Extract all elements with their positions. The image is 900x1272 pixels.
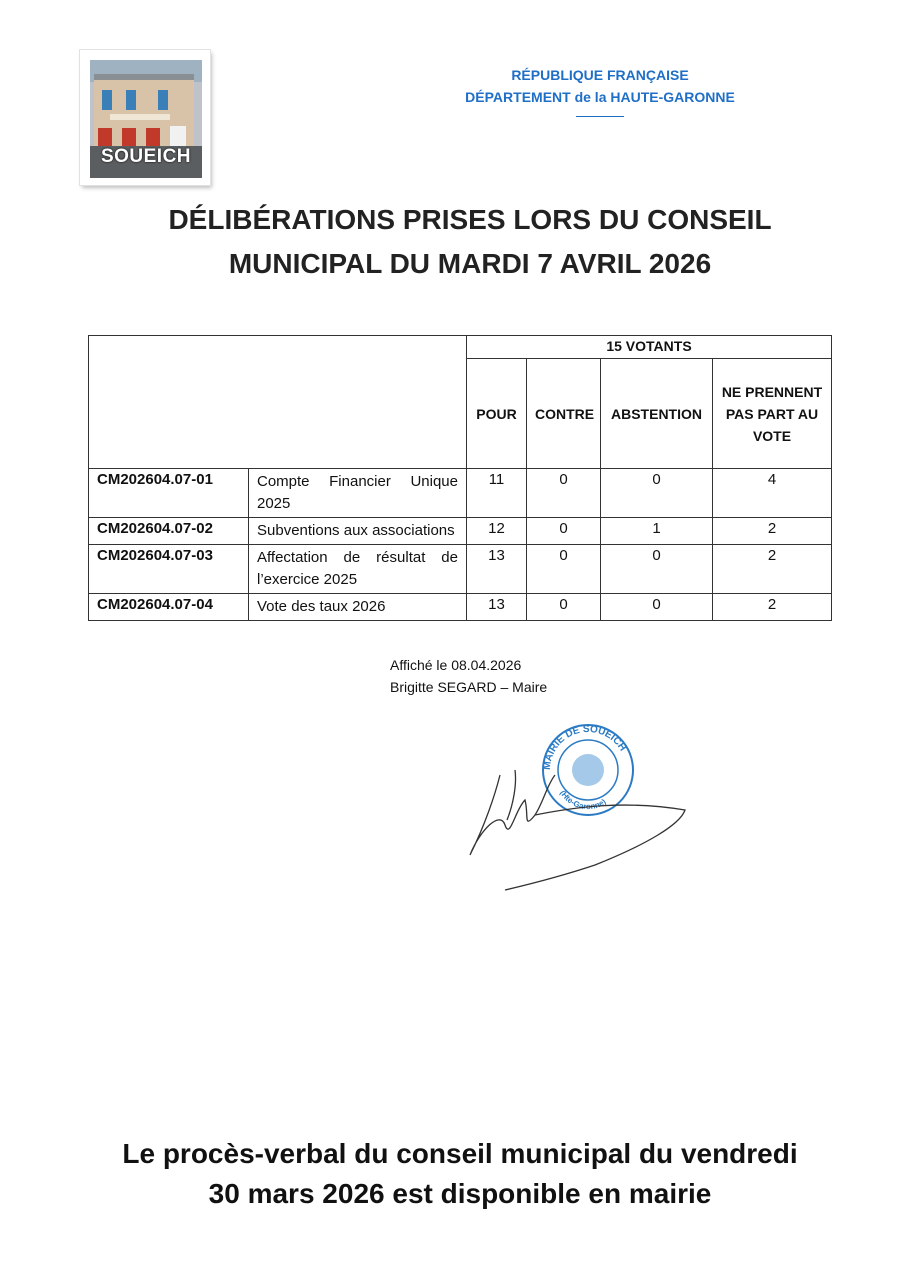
- table-row: [89, 469, 832, 518]
- votes-table: [88, 335, 832, 621]
- signature-stamp: [455, 715, 695, 895]
- notice-line-2: 30 mars 2026 est disponible en mairie: [208, 1178, 712, 1209]
- affichage-date: Affiché le 08.04.2026: [390, 657, 522, 673]
- proces-verbal-notice: [60, 1134, 860, 1214]
- table-row: [89, 518, 832, 545]
- row-abstention: 0: [601, 545, 713, 594]
- row-pour: 13: [467, 545, 527, 594]
- row-contre: 0: [527, 545, 601, 594]
- page-title: [120, 198, 820, 286]
- table-header-blank: [89, 336, 467, 469]
- row-label: Vote des taux 2026: [249, 594, 467, 621]
- row-abstention: 0: [601, 469, 713, 518]
- row-pour: 13: [467, 594, 527, 621]
- table-row: [89, 545, 832, 594]
- row-code: CM202604.07-01: [89, 469, 249, 518]
- row-pour: 11: [467, 469, 527, 518]
- notice-line-1: Le procès-verbal du conseil municipal du vendredi: [122, 1138, 798, 1169]
- votants-header: 15 VOTANTS: [467, 336, 832, 359]
- col-header-pour: POUR: [467, 359, 527, 469]
- col-header-contre: CONTRE: [527, 359, 601, 469]
- title-line-2: MUNICIPAL DU MARDI 7 AVRIL 2026: [228, 248, 712, 279]
- header-republique: [430, 64, 770, 117]
- row-label: Subventions aux associations: [249, 518, 467, 545]
- row-contre: 0: [527, 594, 601, 621]
- row-label: Affectation de résultat de l’exercice 2025: [249, 545, 467, 594]
- col-header-npv: NE PRENNENT PAS PART AU VOTE: [713, 359, 832, 469]
- logo-caption: SOUEICH: [100, 146, 192, 167]
- signer-name: Brigitte SEGARD – Maire: [390, 679, 548, 695]
- row-npv: 2: [713, 518, 832, 545]
- table-header-row-1: [89, 336, 832, 359]
- row-abstention: 0: [601, 594, 713, 621]
- affichage-block: [390, 654, 547, 698]
- row-code: CM202604.07-03: [89, 545, 249, 594]
- stamp-top-text: MAIRIE DE SOUEICH: [541, 723, 629, 771]
- row-npv: 2: [713, 594, 832, 621]
- row-label: Compte Financier Unique 2025: [249, 469, 467, 518]
- row-code: CM202604.07-04: [89, 594, 249, 621]
- official-stamp: [542, 724, 633, 815]
- table-row: [89, 594, 832, 621]
- row-abstention: 1: [601, 518, 713, 545]
- row-contre: 0: [527, 518, 601, 545]
- title-line-1: DÉLIBÉRATIONS PRISES LORS DU CONSEIL: [168, 204, 772, 235]
- col-header-abstention: ABSTENTION: [601, 359, 713, 469]
- row-pour: 12: [467, 518, 527, 545]
- logo-photo: [80, 50, 210, 185]
- row-npv: 4: [713, 469, 832, 518]
- stamp-bottom-text: (Hte-Garonne): [558, 788, 608, 812]
- row-npv: 2: [713, 545, 832, 594]
- header-divider: [576, 116, 624, 117]
- row-contre: 0: [527, 469, 601, 518]
- republique-label: RÉPUBLIQUE FRANÇAISE: [511, 67, 689, 83]
- handwritten-signature: [470, 770, 685, 890]
- departement-label: DÉPARTEMENT de la HAUTE-GARONNE: [465, 89, 735, 105]
- row-code: CM202604.07-02: [89, 518, 249, 545]
